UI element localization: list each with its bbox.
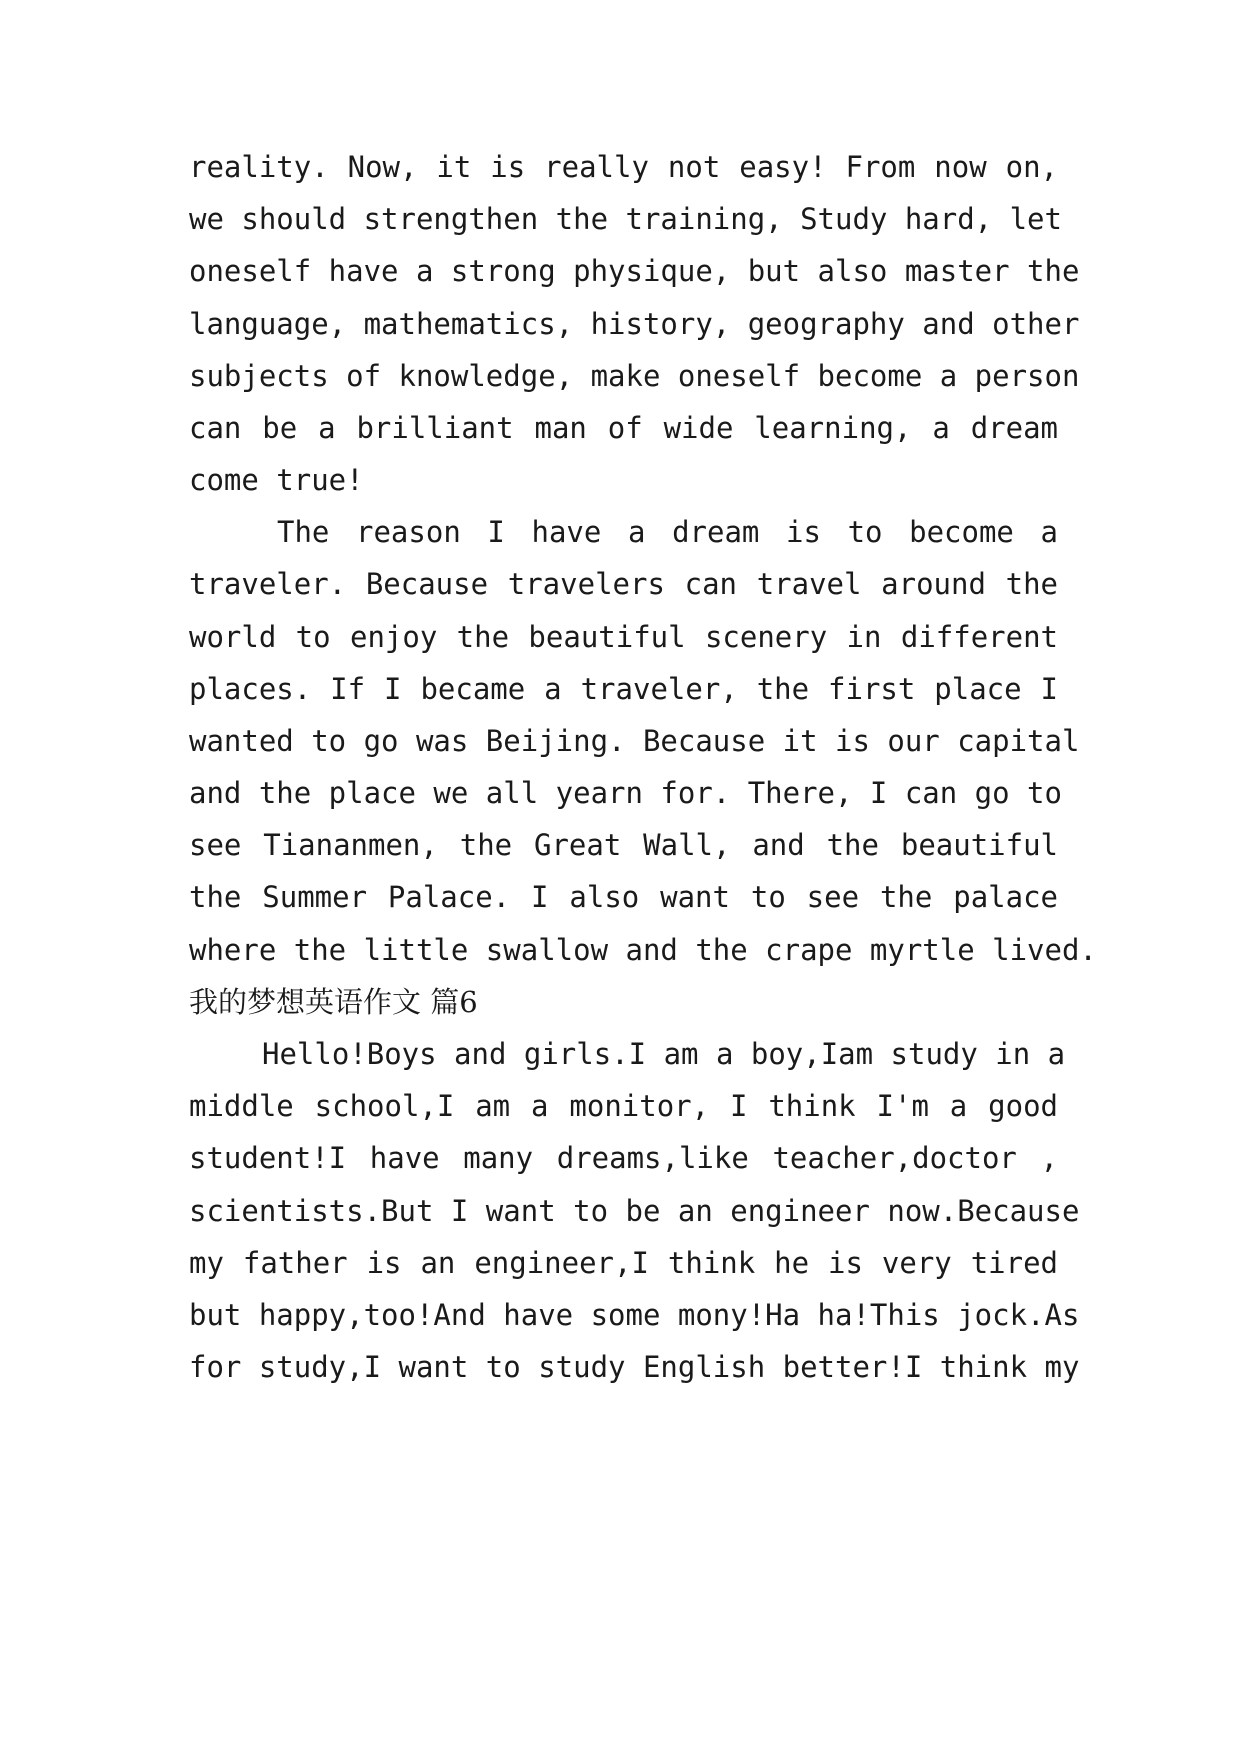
text-line: student!I have many dreams,like teacher,doctor ,: [189, 1141, 1058, 1175]
text-line: middle school,I am a monitor, I think I'm a good: [189, 1089, 1058, 1123]
section-heading: 我的梦想英语作文 篇6: [189, 985, 478, 1019]
text-line: but happy,too!And have some mony!Ha ha!This jock.As: [189, 1298, 1080, 1332]
text-line: we should strengthen the training, Study hard, let: [189, 202, 1062, 236]
text-line: language, mathematics, history, geography and other: [189, 307, 1080, 341]
text-line: wanted to go was Beijing. Because it is our capital: [189, 724, 1080, 758]
text-line: where the little swallow and the crape myrtle lived.: [189, 933, 1097, 967]
text-line: reality. Now, it is really not easy! From now on,: [189, 150, 1058, 184]
text-line: Hello!Boys and girls.I am a boy,Iam study in a: [262, 1037, 1066, 1071]
text-line: and the place we all yearn for. There, I can go to: [189, 776, 1062, 810]
text-line: world to enjoy the beautiful scenery in different: [189, 620, 1058, 654]
text-line: traveler. Because travelers can travel around the: [189, 567, 1058, 601]
text-line: oneself have a strong physique, but also master the: [189, 254, 1080, 288]
text-line: my father is an engineer,I think he is very tired: [189, 1246, 1058, 1280]
text-line: the Summer Palace. I also want to see the palace: [189, 880, 1058, 914]
text-line: for study,I want to study English better!I think my: [189, 1350, 1080, 1384]
text-line: places. If I became a traveler, the first place I: [189, 672, 1058, 706]
text-line: can be a brilliant man of wide learning, a dream: [189, 411, 1058, 445]
text-line: scientists.But I want to be an engineer now.Because: [189, 1194, 1080, 1228]
text-line: come true!: [189, 463, 364, 497]
text-line: The reason I have a dream is to become a: [277, 515, 1058, 549]
text-line: see Tiananmen, the Great Wall, and the beautiful: [189, 828, 1058, 862]
text-line: subjects of knowledge, make oneself become a person: [189, 359, 1080, 393]
